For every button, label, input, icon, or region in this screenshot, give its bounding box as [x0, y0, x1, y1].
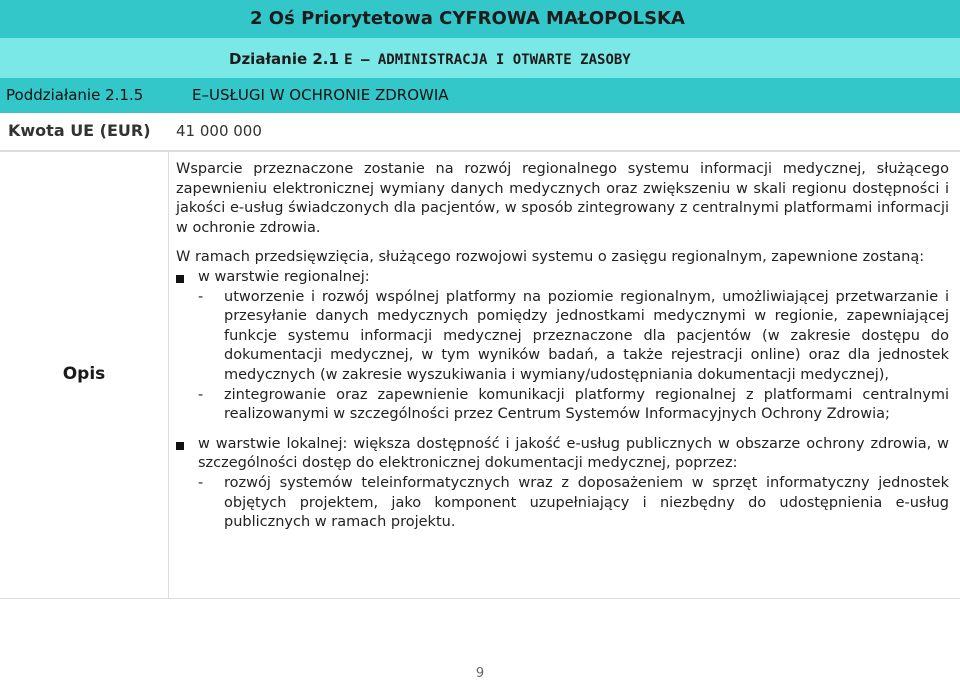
regional-item-2: - zintegrowanie oraz zapewnienie komunikacji platformy regionalnej z platformami centralnymi realizowanymi w szczególności przez Centrum Systemów Informacyjnych Ochrony Zdrowia; [198, 386, 949, 423]
subaction-name: E–USŁUGI W OCHRONIE ZDROWIA [192, 86, 449, 104]
action-code: Działanie 2.1 [229, 50, 339, 68]
priority-banner [0, 0, 960, 38]
budget-value: 41 000 000 [176, 122, 262, 140]
subaction-banner [0, 78, 960, 113]
description-row [0, 151, 960, 599]
subaction-code: Poddziałanie 2.1.5 [6, 86, 144, 104]
regional-item-1: - utworzenie i rozwój wspólnej platformy na poziomie regionalnym, umożliwiającej przetwarzanie i przesyłanie danych medycznych pomiędzy jednostkami medycznymi w regionie, zapewniającej funkcje systemu informacji medycznej przeznaczone dla pacjentów (w zakresie dostępu do dokumentacji medycznej, w tym wyników badań, a także rejestracji online) oraz dla jednostek medycznych (w zakresie wyszukiwania i wymiany/udostępniania dokumentacji medycznej), [198, 288, 949, 383]
regional-item-2-text: zintegrowanie oraz zapewnienie komunikacji platformy regionalnej z platformami centralnymi realizowanymi w szczególności przez Centrum Systemów Informacyjnych Ochrony Zdrowia; [224, 386, 949, 423]
description-content [176, 160, 949, 533]
local-layer-heading [176, 435, 949, 474]
local-item-1-text: rozwój systemów teleinformatycznych wraz z doposażeniem w sprzęt informatyczny jednostek objętych projektem, jako komponent uzupełniający i niezbędny do udostępnienia e-usług publicznych w ramach projektu. [224, 474, 949, 531]
regional-layer-heading [176, 268, 949, 288]
priority-title: 2 Oś Priorytetowa CYFROWA MAŁOPOLSKA [250, 8, 685, 29]
local-layer-heading-text: w warstwie lokalnej: większa dostępność i jakość e-usług publicznych w obszarze ochrony zdrowia, w szczególności dostęp do elektronicznej dokumentacji medycznej, poprzez: [198, 435, 949, 472]
budget-label: Kwota UE (EUR) [8, 121, 151, 140]
description-label: Opis [62, 364, 106, 384]
regional-item-1-text: utworzenie i rozwój wspólnej platformy na poziomie regionalnym, umożliwiającej przetwarzanie i przesyłanie danych medycznych pomiędzy jednostkami medycznymi w regionie, zapewniającej funkcje systemu informacji medycznej przeznaczone dla pacjentów (w zakresie dostępu do dokumentacji medycznej, w tym wyników badań, a także rejestracji online) oraz dla jednostek medycznych (w zakresie wyszukiwania i wymiany/udostępniania dokumentacji medycznej), [224, 288, 949, 383]
action-name: E – ADMINISTRACJA I OTWARTE ZASOBY [344, 52, 631, 68]
budget-row [0, 113, 960, 151]
regional-layer-heading-text: w warstwie regionalnej: [198, 268, 370, 285]
description-para-2: W ramach przedsięwzięcia, służącego rozwojowi systemu o zasięgu regionalnym, zapewnione zostaną: [176, 249, 925, 266]
action-banner [0, 38, 960, 78]
action-title [229, 50, 631, 68]
description-label-cell [0, 152, 169, 598]
local-item-1: - rozwój systemów teleinformatycznych wraz z doposażeniem w sprzęt informatyczny jednostek objętych projektem, jako komponent uzupełniający i niezbędny do udostępnienia e-usług publicznych w ramach projektu. [198, 474, 949, 531]
square-bullet-icon [176, 275, 184, 283]
square-bullet-icon [176, 442, 184, 450]
page-number: 9 [475, 666, 485, 681]
description-para-1: Wsparcie przeznaczone zostanie na rozwój regionalnego systemu informacji medycznej, służącego zapewnieniu elektronicznej wymiany danych medycznych oraz zwiększeniu w skali regionu dostępności i jakości e-usług świadczonych dla pacjentów, w sposób zintegrowany z centralnymi platformami informacji w ochronie zdrowia. [176, 161, 949, 236]
